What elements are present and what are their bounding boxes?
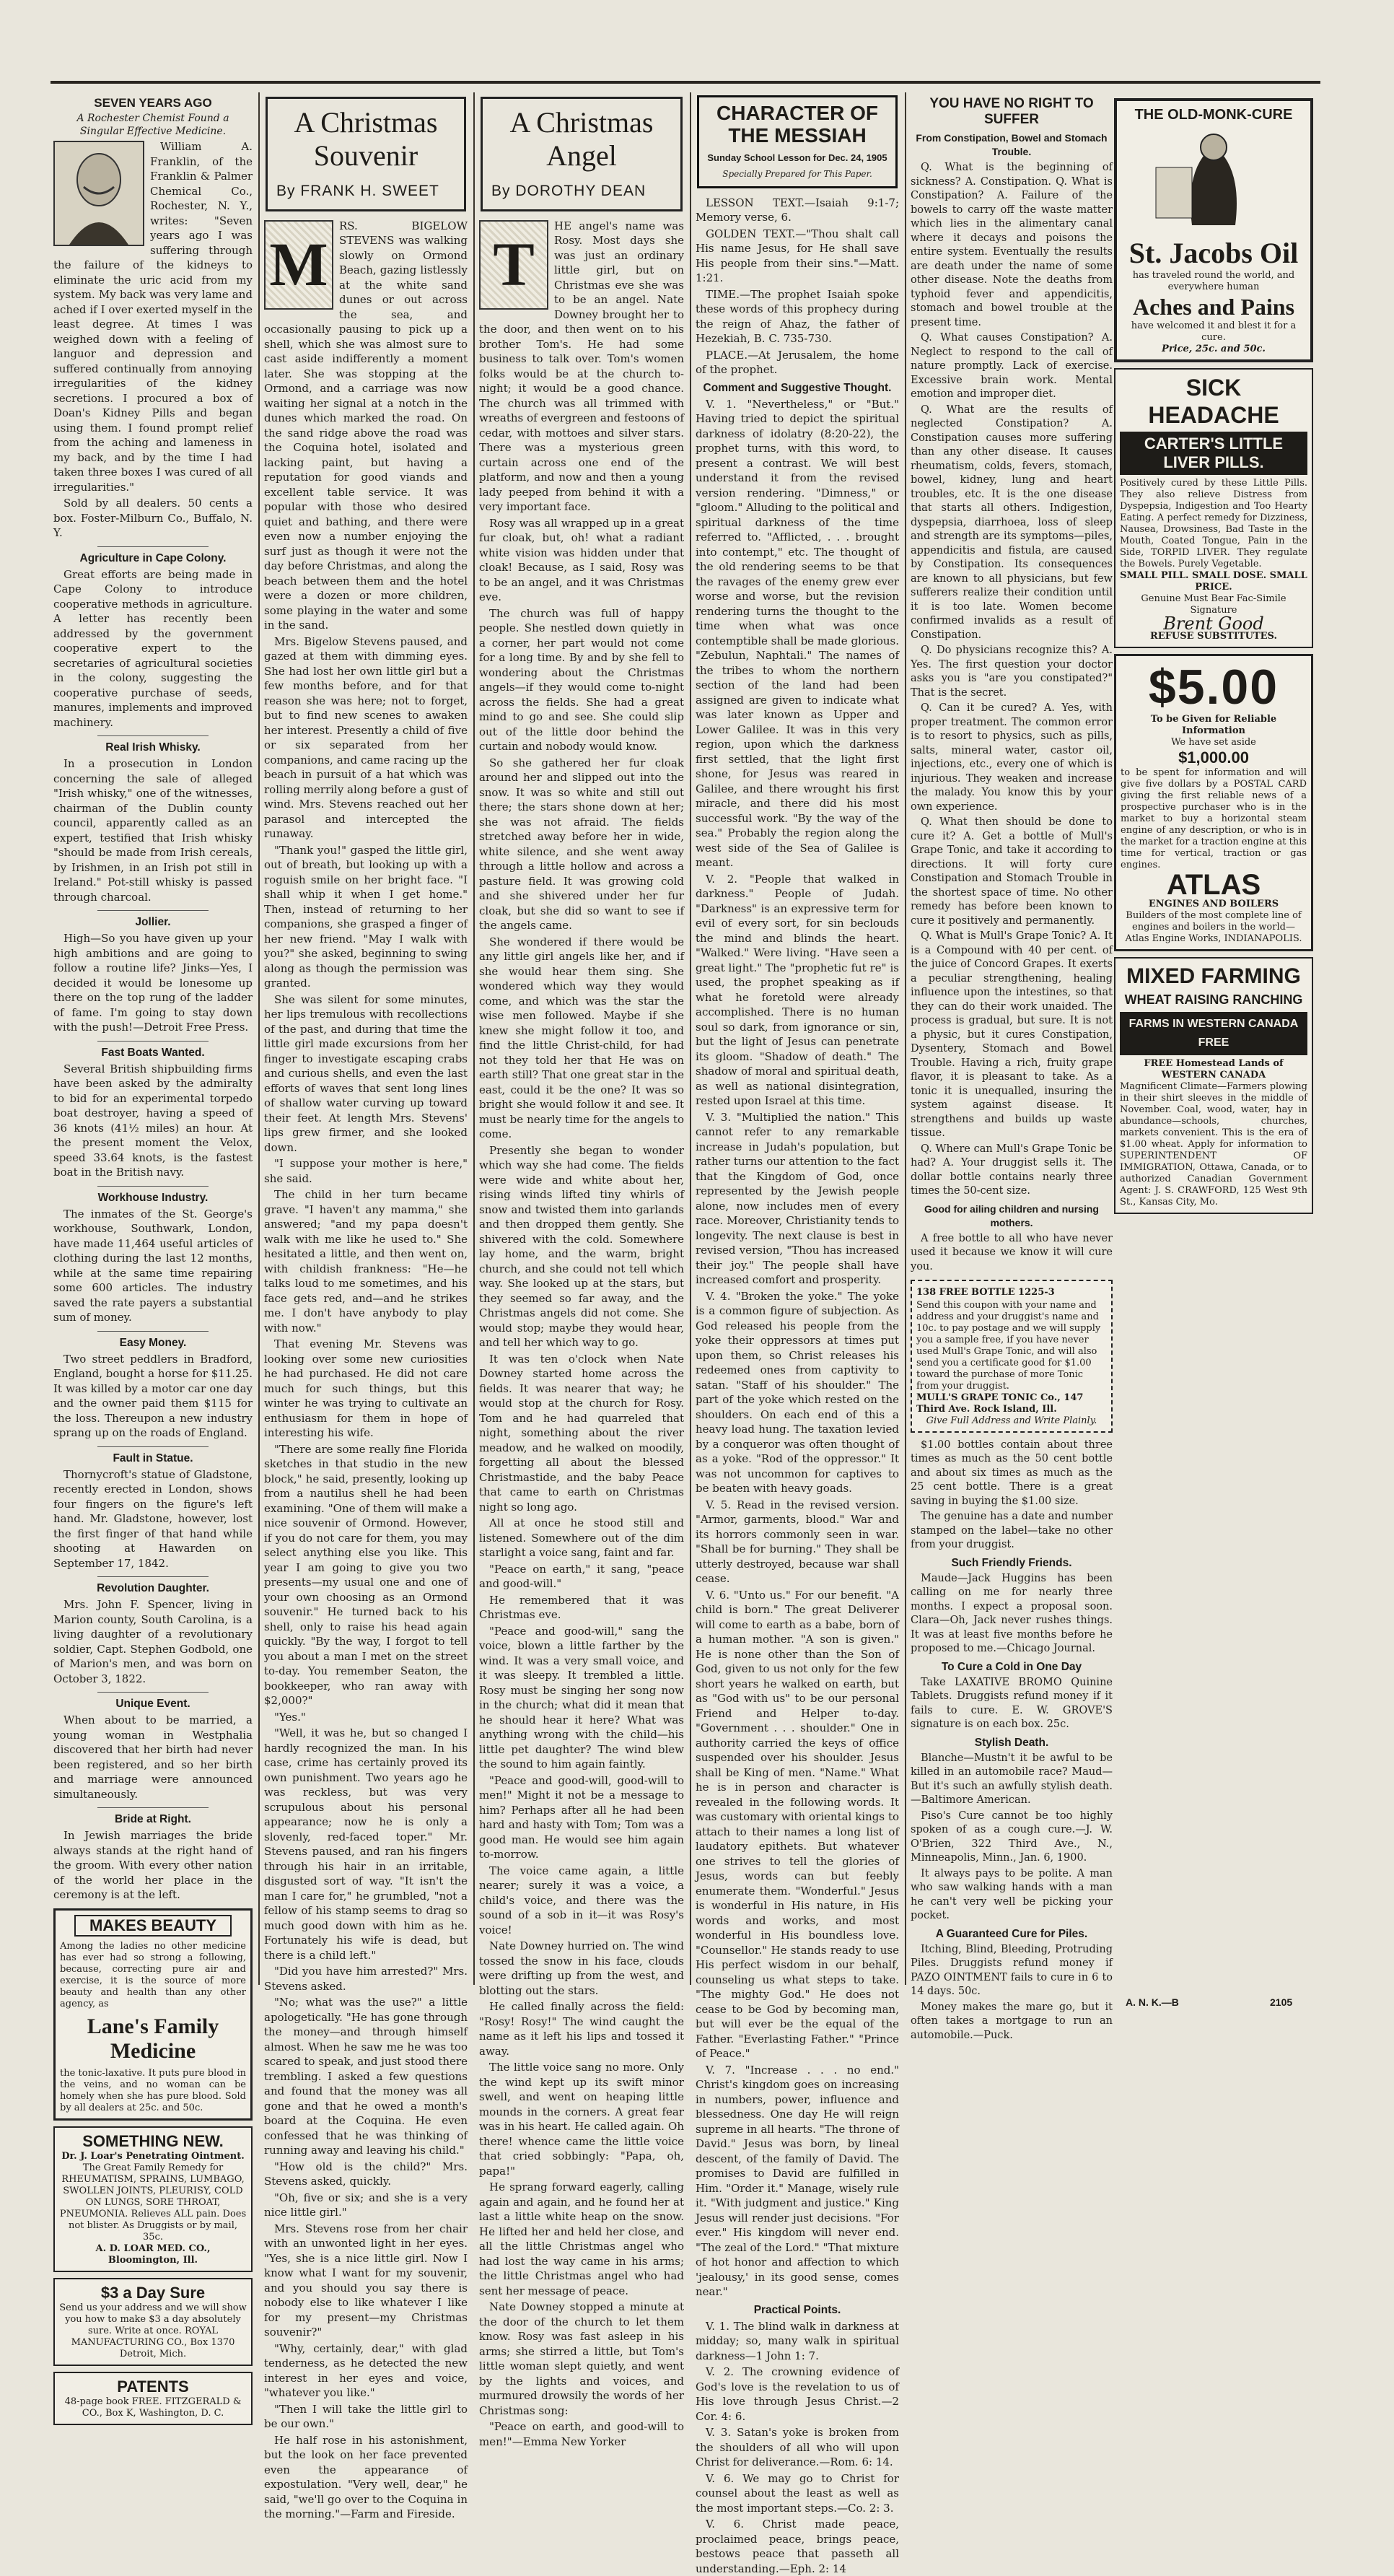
top-rule <box>51 81 1320 84</box>
lesson-title: CHARACTER OF THE MESSIAH <box>716 102 878 147</box>
article-paragraph: All at once he stood still and listened. Somewhere out of the dim starlight a voice sang, faint and far. <box>479 1516 684 1559</box>
article-paragraph: "How old is the child?" Mrs. Stevens asked, quickly. <box>264 2160 468 2188</box>
advertisement <box>53 1908 253 2121</box>
subheadline: From Constipation, Bowel and Stomach Trouble. <box>916 132 1108 157</box>
column-2 <box>264 92 468 2520</box>
ad-text: has traveled round the world, and everywhere human <box>1132 269 1295 292</box>
story-byline: By DOROTHY DEAN <box>491 183 646 199</box>
lesson-note: Specially Prepared for This Paper. <box>722 168 872 179</box>
article-paragraph: "Then I will take the little girl to be our own." <box>264 2402 468 2430</box>
article-paragraph: "Well, it was he, but so changed I hardly recognized the man. In his case, crime has certainly proved its own punishment. Two years ago he was reckless, but was very scrupulous about his personal appearance; now he is only a slovenly, red-faced toper." Mr. Stevens paused, and ran his fingers through his hair in an irritable, disgusted sort of way. "It isn't the man I care for," he grumbled, "not a fellow of his stamp seems to drag so much good down with him as he. Fortunately his wife is dead, but there is a child left." <box>264 1726 468 1962</box>
signature: Brent Good <box>1163 613 1264 634</box>
ad-title: SICK HEADACHE <box>1148 374 1279 428</box>
article-paragraph: "No; what was the use?" a little apologetically. "He has gone through the money—and through himself almost. When he saw me he was too scared to speak, and just stood there trembling. I asked a few questions and found that the money was all gone and that he owed a month's board at the Coquina. He even confessed that he was thinking of running away and leaving his child." <box>264 1996 468 2157</box>
advertisement <box>53 2126 253 2272</box>
ad-callout: Good for ailing children and nursing mothers. <box>924 1202 1099 1228</box>
headline: SEVEN YEARS AGO <box>94 96 212 110</box>
article-paragraph: LESSON TEXT.—Isaiah 9:1-7; Memory verse, 6. <box>696 196 899 224</box>
column-1 <box>53 92 253 2419</box>
ad-title: MIXED FARMING <box>1126 964 1301 988</box>
coupon-title: 138 FREE BOTTLE 1225-3 <box>916 1287 1055 1298</box>
ad-text: Among the ladies no other medicine has ever had so strong a following, because, correcting pure air and exercise, it is the source of more beauty and health than any other agency, as <box>60 1940 246 2009</box>
article-paragraph: V. 4. "Broken the yoke." The yoke is a common figure of subjection. As God released his people from the yoke their oppressors at times put upon them, so Christ releases his redeemed ones from captivity to satan. "Staff of his shoulder." The part of the yoke which rested on the shoulders. On each end of this a heavy load hung. The taxation levied by a conqueror was often thought of as a yoke. "Rod of the oppressor." It was not uncommon for captives to be beaten with heavy goads. <box>696 1289 899 1495</box>
article-paragraph: "Peace and good-will, good-will to men!" Might it not be a message to him? Perhaps after all he had been hard and hasty with Tom; Tom was a good man. He would see him again to-morrow. <box>479 1773 684 1861</box>
ad-headline: Aches and Pains <box>1132 293 1295 320</box>
divider <box>97 1807 209 1808</box>
headline: Fast Boats Wanted. <box>101 1046 205 1059</box>
ad-price-headline: $5.00 <box>1148 660 1279 715</box>
article-paragraph: Two street peddlers in Bradford, England, bought a horse for $11.25. It was killed by a motor car one day and the owner paid them $115 for the loss. Thereupon a new industry sprang up on the roads of England. <box>53 1352 253 1439</box>
article-paragraph: "There are some really fine Florida sketches in that studio in the new block," he said, presently, looking up from a nautilus shell he had been examining. "One of them will make a nice souvenir of Ormond. However, if you do not care for them, you may select anything else you like. This year I am going to give you two presents—my usual one and one of your own choosing as an Ormond souvenir." He turned back to his shell, only to raise his head again quickly. "By the way, I forgot to tell you about a man I met on the street to-day. You remember Seaton, the bookkeeper, who ran away with $2,000?" <box>264 1442 468 1707</box>
article-paragraph: "Yes." <box>274 1710 306 1724</box>
article-paragraph: He sprang forward eagerly, calling again and again, and he found her at last a little white heap on the snow. He lifted her and held her close, and all the little Christmas angel who had lost the way came in his arms; the little Christmas angel who had sent her message of peace. <box>479 2180 684 2297</box>
article-paragraph: Q. What is the beginning of sickness? A. Constipation. Q. What is Constipation? A. Failure of the bowels to carry off the waste matter which lies in the alimentary canal where it decays and poisons the entire system. Eventually the results are death under the name of some other disease. Note the deaths from typhoid fever and appendicitis, stomach and bowel trouble at the present time. <box>911 162 1113 328</box>
article-paragraph: $1.00 bottles contain about three times as much as the 50 cent bottle and about six times as much as the 25 cent bottle. There is a great saving in buying the $1.00 size. <box>911 1438 1113 1507</box>
divider <box>97 735 209 736</box>
article-paragraph: "Peace and good-will," sang the voice, blown a little farther by the wind. It was a very small voice, and it was sleepy. It trembled a little. Rosy must be singing her song now in the church; what did it mean that he should hear it here? What was anything wrong with the child—his little pet daughter? The wind blew the sound to him again faintly. <box>479 1624 684 1771</box>
article-paragraph: V. 7. "Increase . . . no end." Christ's kingdom goes on increasing in numbers, power, influence and blessedness. One day He will reign supreme in all hearts. "The throne of David." Jesus was born, by lineal descent, of the family of David. The promises to David are fulfilled in Him. "Order it." Manage, wisely rule it. "With judgment and justice." King Jesus will render just decisions. "For ever." His kingdom will never end. "The zeal of the Lord." "That mixture of hot honor and affection to which 'jealousy,' in its good sense, comes near." <box>696 2063 899 2298</box>
headline: Bride at Right. <box>115 1813 191 1825</box>
article-paragraph: Mrs. John F. Spencer, living in Marion county, South Carolina, is a living daughter of a revolutionary soldier, Capt. Stephen Godbold, one of Marion's men, and was born on October 3, 1822. <box>53 1598 253 1685</box>
advertisement <box>1114 98 1313 362</box>
article-paragraph: "I suppose your mother is here," she said. <box>264 1157 468 1185</box>
ad-text: Magnificent Climate—Farmers plowing in their shirt sleeves in the middle of November. Coal, wood, water, hay in abundance—schools, churches, markets convenient. This is the era of $1.00 wheat. Apply for information to SUPERINTENDENT OF IMMIGRATION, Ottawa, Canada, or to authorized Canadian Government Agent: J. S. CRAWFORD, 125 West 9th St., Kansas City, Mo. <box>1120 1081 1307 1208</box>
divider <box>97 1041 209 1042</box>
portrait-illustration <box>53 141 144 246</box>
advertisement <box>53 2278 253 2366</box>
ad-text: Genuine Must Bear Fac-Simile Signature <box>1141 593 1286 616</box>
ad-title: MAKES BEAUTY <box>74 1915 232 1937</box>
story-title-box <box>481 97 683 211</box>
ad-product-name: St. Jacobs Oil <box>1128 236 1299 269</box>
article-paragraph: RS. BIGELOW STEVENS was walking slowly on Ormond Beach, gazing listlessly at the white sand dunes or out across the sea, and occasionally pausing to pick up a shell, which she was almost sure to cast aside indifferently a moment later. She was stopping at the Ormond, and a carriage was now waiting her signal at a notch in the dunes which marked the road. On the sand ridge above the road was the Coquina hotel, isolated and lacking paint, but having a reputation for good viands and excellent table service. It was popular with those who desired quiet and bathing, and there were even now a number enjoying the surf just as though it were not the day before Christmas, and along the beach between them and the hotel were a dozen or more children, some playing in the water and some in the sand. <box>264 219 468 632</box>
ad-subtitle: WHEAT RAISING RANCHING <box>1124 992 1303 1007</box>
ad-text: Builders of the most complete line of engines and boilers in the world—Atlas Engine Works, INDIANAPOLIS. <box>1125 910 1302 944</box>
article-paragraph: GOLDEN TEXT.—"Thou shalt call His name Jesus, for He shall save His people from their sins."—Matt. 1:21. <box>696 227 899 284</box>
article-paragraph: Presently she began to wonder which way she had come. The fields were wide and white about her, rising winds lifted tiny whirls of snow and twisted them into garlands and then dropped them gently. She shivered with the cold. Somewhere lay home, and the warm, bright church, and she could not tell which way. She looked up at the stars, but they seemed so far away, and the Christmas angels did not come. She would stop; maybe they would hear, and tell her which way to go. <box>479 1143 684 1349</box>
ad-text: to be spent for information and will give five dollars by a POSTAL CARD giving the first reliable news of a prospective purchaser who is in the market to buy a horizontal steam engine of any description, or who is in the market for a traction engine at this time for vertical, traction or gas engines. <box>1121 767 1307 870</box>
ad-text: Positively cured by these Little Pills. They also relieve Distress from Dyspepsia, Indigestion and Too Hearty Eating. A perfect remedy for Dizziness, Nausea, Drowsiness, Bad Taste in the Mouth, Coated Tongue, Pain in the Side, TORPID LIVER. They regulate the Bowels. Purely Vegetable. <box>1120 477 1307 569</box>
divider <box>97 910 209 911</box>
article-paragraph: "Thank you!" gasped the little girl, out of breath, but looking up with a roguish smile on her bright face. "I shall whip it when I get home." Then, instead of returning to her companions, she grasped a finger of her new friend. "May I walk with you?" she asked, beginning to swing along as though the permission was granted. <box>264 843 468 990</box>
article-paragraph: The church was full of happy people. She nestled down quietly in a corner, her part would not come for a long time. By and by she fell to wondering about the Christmas angels—if they would come to-night across the fields. She had a great mind to go and see. She could slip out of the little door behind the curtain and nobody would know. <box>479 606 684 753</box>
ad-company: A. D. LOAR MED. CO., Bloomington, Ill. <box>95 2243 211 2266</box>
headline: Agriculture in Cape Colony. <box>79 551 227 564</box>
article-paragraph: The inmates of the St. George's workhouse, Southwark, London, have made 11,464 useful articles of clothing during the last 12 months, while at the same time repairing some 600 articles. The industry saved the rate payers a substantial sum of money. <box>53 1207 253 1324</box>
article-paragraph: V. 6. Christ made peace, proclaimed peace, brings peace, bestows peace that passeth all understanding.—Eph. 2: 14 <box>696 2518 899 2575</box>
advertisement <box>1114 654 1313 951</box>
headline: Jollier. <box>135 916 171 928</box>
story-byline: By FRANK H. SWEET <box>276 183 439 199</box>
headline: To Cure a Cold in One Day <box>941 1660 1082 1673</box>
ad-text: Send us your address and we will show you how to make $3 a day absolutely sure. Write at once. ROYAL MANUFACTURING CO., Box 1370 Detroit, Mich. <box>59 2302 247 2359</box>
article-paragraph: It always pays to be polite. A man who saw walking hands with a man he can't very well be picking your pocket. <box>911 1867 1113 1921</box>
monk-illustration <box>1127 124 1300 232</box>
article-paragraph: She was silent for some minutes, her lips tremulous with recollections of the past, and during that time the little girl made excursions from her finger to investigate escaping crabs and curious shells, and even the last efforts of waves that sent long lines of shallow water curving up toward their feet. At length Mrs. Stevens' lips grew firmer, and she looked down. <box>264 992 468 1154</box>
coupon-note: Give Full Address and Write Plainly. <box>926 1415 1097 1426</box>
story-title: A Christmas Angel <box>509 106 654 172</box>
ad-text: REFUSE SUBSTITUTES. <box>1149 631 1277 642</box>
story-title-box <box>266 97 466 211</box>
lesson-subtitle: Sunday School Lesson for Dec. 24, 1905 <box>707 152 887 163</box>
headline: Fault in Statue. <box>113 1451 193 1464</box>
article-paragraph: She wondered if there would be any little girl angels like her, and if she would hear them sing. She wondered which way they would come, and which was the star the wise men followed. Maybe if she knew she might follow it too, and find the little Christ-child, for had not they told her that He was on earth still? That one great star in the east, could it be the one? It was so bright she would follow it and see. It must be nearly time for the angels to come. <box>479 935 684 1140</box>
article-paragraph: Nate Downey stopped a minute at the door of the church to let them know. Rosy was fast asleep in his arms; she stirred a little, but Tom's little woman slept quietly, and went by the lights and voices, and murmured drowsily the words of her Christmas song: <box>479 2300 684 2417</box>
article-paragraph: He half rose in his astonishment, but the look on her face prevented even the appearance of expostulation. "Very well, dear," he said, "we'll go over to the Coquina in the morning."—Farm and Fireside. <box>264 2433 468 2520</box>
article-paragraph: In Jewish marriages the bride always stands at the right hand of the groom. With every other nation of the world her place in the ceremony is at the left. <box>53 1829 253 1901</box>
headline: YOU HAVE NO RIGHT TO SUFFER <box>929 96 1094 127</box>
headline: Comment and Suggestive Thought. <box>703 381 892 394</box>
article-paragraph: V. 3. Satan's yoke is broken from the shoulders of all who will upon Christ for deliverance.—Rom. 6: 14. <box>696 2426 899 2468</box>
article-paragraph: V. 6. We may go to Christ for counsel about the least as well as the most important steps.—Co. 2: 3. <box>696 2471 899 2515</box>
article-paragraph: Q. Can it be cured? A. Yes, with proper treatment. The common error is to resort to physics, such as pills, salts, mineral water, castor oil, injections, etc., every one of which is injurious. They weaken and increase the malady. You know this by your own experience. <box>911 702 1113 813</box>
coupon-company: MULL'S GRAPE TONIC Co., 147 Third Ave. Rock Island, Ill. <box>916 1392 1084 1415</box>
divider <box>97 1331 209 1332</box>
article-paragraph: William A. Franklin, of the Franklin & Palmer Chemical Co., Rochester, N. Y., writes: "Seven years ago I was suffering through the failure of the kidneys to eliminate the uric acid from my system. My back was very lame and ached if I over exerted myself in the least degree. At times I was weighed down with a feeling of languor and depression and suffered continually from annoying irregularities of the kidney secretions. I procured a box of Doan's Kidney Pills and began using them. I found prompt relief from the aching and lameness in my back, and by the time I had taken three boxes I was cured of all irregularities." <box>53 140 253 494</box>
ad-subtitle: Dr. J. Loar's Penetrating Ointment. <box>61 2150 245 2162</box>
article-paragraph: Piso's Cure cannot be too highly spoken of as a cough cure.—J. W. O'Brien, 322 Third Ave., N., Minneapolis, Minn., Jan. 6, 1900. <box>911 1809 1113 1864</box>
folio-right: 2105 <box>1270 1996 1293 2008</box>
ad-brand: CARTER'S LITTLE LIVER PILLS. <box>1120 432 1307 475</box>
ad-product-name: Lane's Family Medicine <box>87 2014 219 2063</box>
column-3 <box>479 92 684 2448</box>
article-paragraph: Q. What causes Constipation? A. Neglect to respond to the call of nature promptly. Lack of exercise. Excessive brain work. Mental emotion and improper diet. <box>911 332 1113 400</box>
column-6 <box>1114 92 1313 1985</box>
coupon-text: Send this coupon with your name and address and your druggist's name and 10c. to pay postage and we will supply you a sample free, if you have never used Mull's Grape Tonic, and will also send you a certificate good for $1.00 toward the purchase of more Tonic from your druggist. <box>916 1299 1101 1392</box>
article-paragraph: It was ten o'clock when Nate Downey started home across the fields. It was nearer that way; he would stop at the church for Rosy. Tom and he had quarreled that night, something about the river meadow, and he walked on moodily, forgetting all about the blessed Christmastide, and the baby Peace that came to earth on Christmas night so long ago. <box>479 1352 684 1514</box>
ad-slogan: SMALL PILL. SMALL DOSE. SMALL PRICE. <box>1120 569 1307 593</box>
ad-text: 48-page book FREE. FITZGERALD & CO., Box K, Washington, D. C. <box>64 2396 242 2419</box>
headline: Revolution Daughter. <box>97 1582 209 1594</box>
ad-subtitle: ENGINES AND BOILERS <box>1148 899 1279 909</box>
article-paragraph: Blanche—Mustn't it be awful to be killed in an automobile race? Maud—But it's such an awfully stylish death.—Baltimore American. <box>911 1752 1113 1806</box>
article-paragraph: Mrs. Stevens rose from her chair with an unwonted light in her eyes. "Yes, she is a nice little girl. Now I know what I want for my souvenir, and you should you say there is nobody else to like whatever I like for my present—my Christmas souvenir?" <box>264 2222 468 2339</box>
headline: Stylish Death. <box>974 1736 1049 1749</box>
advertisement <box>1114 957 1313 1214</box>
article-paragraph: TIME.—The prophet Isaiah spoke these words of this prophecy during the reign of Ahaz, the father of Hezekiah, B. C. 735-730. <box>696 287 899 345</box>
article-paragraph: When about to be married, a young woman in Westphalia discovered that her birth had never been registered, and so her birth and marriage were announced simultaneously. <box>53 1713 253 1801</box>
article-paragraph: V. 5. Read in the revised version. "Armor, garments, blood." War and its horrors commonly seen in war. "Shall be for burning." They shall be utterly destroyed, because war shall cease. <box>696 1498 899 1585</box>
article-paragraph: "Peace on earth, and good-will to men!"—Emma New Yorker <box>479 2420 684 2448</box>
article-paragraph: Thornycroft's statue of Gladstone, recently erected in London, shows four fingers on the figure's left hand. Mr. Gladstone, however, lost the first finger of that hand while shooting at Hawarden on September 17, 1842. <box>53 1467 253 1570</box>
article-paragraph: Several British shipbuilding firms have been asked by the admiralty to bid for an experimental torpedo boat destroyer, having a speed of 36 knots (41½ miles) an hour. At the present moment the Velox, speed 33.64 knots, is the fastest boat in the British navy. <box>53 1062 253 1179</box>
article-paragraph: Q. What then should be done to cure it? A. Get a bottle of Mull's Grape Tonic, and take it according to directions. It will forty cure Constipation and Stomach Trouble in the shortest space of time. No other remedy has before been known to cure it positively and permanently. <box>911 816 1113 927</box>
article-paragraph: V. 6. "Unto us." For our benefit. "A child is born." The great Deliverer will come to earth as a babe, born of a human mother. "A son is given." He is none other than the Son of God, given to us not only for the few short years he walked on earth, but as "God with us" to be our personal Friend and Helper to-day. "Government . . . shoulder." One in authority carried the keys of office suspended over his shoulder. Jesus shall be King of men. "Name." What he is in person and character is revealed in the following words. It was customary with oriental kings to attach to their names a long list of laudatory epithets. But whatever one strives to tell the glories of Jesus, words can but feebly enumerate them. "Wonderful." Jesus is wonderful in His nature, in His words and works, and most wonderful in His boundless love. "Counsellor." He stands ready to use His perfect wisdom in our behalf, counseling us what steps to take. "The mighty God." He does not cease to be God by becoming man, but will ever be the equal of the Father. "Everlasting Father." "Prince of Peace." <box>696 1588 899 2060</box>
article-paragraph: Maude—Jack Huggins has been calling on me for nearly three months. I expect a proposal soon. Clara—Oh, Jack never rushes things. It was at least five months before he proposed to me.—Chicago Journal. <box>911 1572 1113 1654</box>
headline: Real Irish Whisky. <box>105 741 201 754</box>
advertisement <box>53 2372 253 2425</box>
article-paragraph: V. 3. "Multiplied the nation." This cannot refer to any remarkable increase in Judah's population, but rather turns our attention to the fact that the Kingdom of God, once represented by the Jewish people alone, now includes men of every race. Moreover, Christianity tends to longevity. The next clause is best in revised version, "Thou has increased their joy." The people shall have increased comfort and prosperity. <box>696 1110 899 1286</box>
headline: Such Friendly Friends. <box>951 1556 1072 1569</box>
article-paragraph: In a prosecution in London concerning the sale of alleged "Irish whisky," one of the witnesses, chairman of the Dublin county council, apparently called as an expert, testified that Irish whisky "should be made from Irish cereals, by Irishmen, in an Irish pot still in Ireland." Pot-still whisky is passed through charcoal. <box>53 757 253 904</box>
article-paragraph: Itching, Blind, Bleeding, Protruding Piles. Druggists refund money if PAZO OINTMENT fails to cure in 6 to 14 days. 50c. <box>911 1943 1113 1997</box>
column-rule <box>258 92 260 1985</box>
column-4 <box>696 92 899 2575</box>
divider <box>97 1692 209 1693</box>
ad-text: The Great Family Remedy for RHEUMATISM, SPRAINS, LUMBAGO, SWOLLEN JOINTS, PLEURISY, COLD ON LUNGS, SORE THROAT, PNEUMONIA. Relieves ALL pain. Does not blister. As Druggists or by mail, 35c. <box>59 2162 247 2243</box>
article-paragraph: The child in her turn became grave. "I haven't any mamma," she answered; "and my papa doesn't walk with me like he used to." She hesitated a little, and then went on, with childish frankness: "He—he talks loud to me sometimes, and his face gets red, and—and he strikes me. I don't have anybody to play with now." <box>264 1188 468 1335</box>
article-paragraph: So she gathered her fur cloak around her and slipped out into the snow. It was so white and still out there; the stars shone down at her; she was not afraid. The fields stretched away before her in wide, white silence, and she went away through a little hollow and across a pasture field. It was growing cold and she shivered under her fur cloak, but she did so want to see if the angels came. <box>479 756 684 932</box>
subheadline: A Rochester Chemist Found a Singular Effective Medicine. <box>76 113 229 137</box>
headline: Unique Event. <box>115 1698 190 1710</box>
ad-amount: $1,000.00 <box>1178 748 1249 767</box>
headline: A Guaranteed Cure for Piles. <box>935 1927 1088 1940</box>
ad-product-name: ATLAS <box>1166 869 1261 901</box>
lesson-title-box <box>697 95 898 188</box>
article-paragraph: V. 2. "People that walked in darkness." People of Judah. "Darkness" is an expressive term for evil of every sort, for sin beclouds the mind and blinds the heart. "Walked." Were living. "Have seen a great light." The "prophetic fut re" is used, the prophet speaking as if what he foretold were already accomplished. There is no human soul so dark, from ignorance or sin, but the light of Jesus can penetrate its gloom. "Shadow of death." The shadow of moral and spiritual death, as well as national disintegration, rested upon Israel at this time. <box>696 872 899 1107</box>
ad-text: have welcomed it and blest it for a cure. <box>1131 320 1297 343</box>
advertisement <box>1114 368 1313 649</box>
ad-text: To be Given for Reliable Information <box>1150 714 1277 736</box>
headline: Easy Money. <box>119 1336 187 1349</box>
article-paragraph: Great efforts are being made in Cape Colony to introduce cooperative methods in agriculture. A letter has recently been addressed by the government cooperative expert to the secretaries of agricultural societies in the colony, suggesting the cooperative purchase of seeds, manures, implements and improved machinery. <box>53 567 253 729</box>
article-paragraph: High—So you have given up your high ambitions and are going to follow a routine life? Jinks—Yes, I decided it would be lonesome up there on the top rung of the ladder of fame. I'm going to stay down with the push!—Detroit Free Press. <box>53 932 253 1034</box>
article-paragraph: The genuine has a date and number stamped on the label—take no other from your druggist. <box>911 1511 1113 1550</box>
article-paragraph: "Peace on earth," it sang, "peace and good-will." <box>479 1562 684 1590</box>
headline: Workhouse Industry. <box>97 1191 209 1204</box>
article-paragraph: "Did you have him arrested?" Mrs. Stevens asked. <box>264 1965 468 1993</box>
article-paragraph: Sold by all dealers. 50 cents a box. Foster-Milburn Co., Buffalo, N. Y. <box>53 497 253 539</box>
article-paragraph: HE angel's name was Rosy. Most days she was just an ordinary little girl, but on Christmas eve she was to be an angel. Nate Downey brought her to the door, and then went on to his brother Tom's. He had some business to talk over. Tom's women folks would be at the church to-night; it would be a good chance. The church was all trimmed with wreaths of evergreen and festoons of cedar, with mottoes and silver stars. There was a mysterious green curtain across one end of the platform, and now and then a young lady peeped from behind it with a very important face. <box>479 219 684 513</box>
article-paragraph: PLACE.—At Jerusalem, the home of the prophet. <box>696 348 899 376</box>
ad-title: SOMETHING NEW. <box>82 2131 224 2150</box>
article-paragraph: Q. Where can Mull's Grape Tonic be had? A. Your druggist sells it. The dollar bottle contains nearly three times the 50-cent size. <box>911 1143 1113 1197</box>
article-paragraph: V. 1. The blind walk in darkness at midday; so, many walk in spiritual darkness—1 John 1: 7. <box>696 2319 899 2362</box>
article-paragraph: The little voice sang no more. Only the wind kept up its swift minor swell, and went on heaping little mounds in the corners. A great fear was in his heart. He called again. Oh there! whence came the little voice that cried sobbingly: "Papa, oh, papa!" <box>479 2061 684 2178</box>
headline: Practical Points. <box>753 2303 841 2316</box>
drop-cap-illustration: M <box>264 220 333 310</box>
ad-title: $3 a Day Sure <box>100 2283 206 2302</box>
article-paragraph: Mrs. Bigelow Stevens paused, and gazed at them with dimming eyes. She had lost her own little girl but a few months before, and for that reason she was here; not to forget, but to find new scenes to awaken her interest. Presently a child of five or six separated from her companions, and came racing up the beach in pursuit of a hat which was rolling merrily along before a gust of wind. Mrs. Stevens reached out her parasol and intercepted the runaway. <box>264 634 468 840</box>
ad-map-label: FARMS IN WESTERN CANADA FREE <box>1120 1012 1307 1055</box>
article-paragraph: Money makes the mare go, but it often takes a mortgage to run an automobile.—Puck. <box>911 2001 1113 2041</box>
folio-left: A. N. K.—B <box>1126 1996 1179 2008</box>
ad-title: PATENTS <box>117 2377 189 2396</box>
article-paragraph: Nate Downey hurried on. The wind tossed the snow in his face, clouds were drifting up from the west, and blotting out the stars. <box>479 1939 684 1997</box>
column-rule <box>690 92 691 1985</box>
article-paragraph: A free bottle to all who have never used it because we know it will cure you. <box>911 1232 1113 1272</box>
article-paragraph: That evening Mr. Stevens was looking over some new curiosities he had purchased. He did not care much for such things, but this winter he was trying to cultivate an enthusiasm for them in hope of interesting his wife. <box>264 1337 468 1439</box>
column-rule <box>905 92 906 1985</box>
ad-text: the tonic-laxative. It puts pure blood in the veins, and no woman can be homely when she has pure blood. Sold by all dealers at 25c. and 50c. <box>60 2067 246 2113</box>
ad-price: Price, 25c. and 50c. <box>1162 343 1266 354</box>
column-rule <box>473 92 475 1985</box>
article-paragraph: Q. Do physicians recognize this? A. Yes. The first question your doctor asks you is "are you constipated?" That is the secret. <box>911 645 1113 699</box>
divider <box>97 1446 209 1447</box>
divider <box>97 1186 209 1187</box>
article-paragraph: Q. What is Mull's Grape Tonic? A. It is a Compound with 40 per cent. of the juice of Concord Grapes. It exerts a peculiar strengthening, healing influence upon the intestines, so that they can do their work unaided. The process is gradual, but sure. It is not a physic, but it cures Constipation, Dysentery, Stomach and Bowel Trouble. Having a rich, fruity grape flavor, it is pleasant to take. As a tonic it is unequalled, insuring the system against disease. It strengthens and builds up waste tissue. <box>911 930 1113 1139</box>
coupon[interactable] <box>911 1280 1113 1433</box>
ad-title: THE OLD-MONK-CURE <box>1134 107 1293 123</box>
article-paragraph: "Why, certainly, dear," with glad tenderness, as he detected the new interest in her eyes and voice, "whatever you like." <box>264 2341 468 2399</box>
article-paragraph: Q. What are the results of neglected Constipation? A. Constipation causes more suffering than any other disease. It causes rheumatism, colds, fevers, stomach, bowel, kidney, lung and heart troubles, etc. It is the one disease that starts all others. Indigestion, dyspepsia, diarrhoea, loss of sleep and strength are its symptoms—piles, appendicitis and fistula, are caused by Constipation. Its consequences are known to all physicians, but few sufferers realize their condition until it is too late. Women become confirmed invalids as a result of Constipation. <box>911 403 1113 641</box>
drop-cap-illustration: T <box>479 220 548 310</box>
article-paragraph: V. 2. The crowning evidence of God's love is the revelation to us of His love through Jesus Christ.—2 Cor. 4: 6. <box>696 2365 899 2423</box>
article-paragraph: The voice came again, a little nearer; surely it was a voice, a child's voice, and there was the sound of a sob in it—it was Rosy's voice! <box>479 1864 684 1937</box>
article-paragraph: V. 1. "Nevertheless," or "But." Having tried to depict the spiritual darkness of idolatry (8:20-22), the prophet turns, with this word, to present a contrast. We will best understand it from the revised version rendering. "Dimness," or "gloom." Alluding to the political and spiritual darkness of the time referred to. "Afflicted, . . . brought into contempt," etc. The thought of the old rendering seems to be that the ravages of the enemy grew ever worse and worse, but the revision rendering turns the thought to the time when what was once contemptible shall be made glorious. "Zebulun, Naphtali." The names of the tribes to whom the northern section of the land had been assigned are given to indicate what was later known as Upper and Lower Galilee. It was in this very region, upon which the darkness first settled, that the light first shone, for Jesus was reared in Galilee, and there wrought his first miracle, and there did his most successful work. "By the way of the sea." Probably the region along the west side of the Sea of Galilee is meant. <box>696 397 899 869</box>
column-5 <box>911 92 1113 2041</box>
story-title: A Christmas Souvenir <box>294 106 438 172</box>
article-paragraph: He called finally across the field: "Rosy! Rosy!" The wind caught the name as it left his lips and tossed it away. <box>479 2000 684 2058</box>
divider <box>97 1576 209 1577</box>
article-paragraph: Rosy was all wrapped up in a great fur cloak, but, oh! what a radiant white vision was hidden under that cloak! Because, as I said, Rosy was to be an angel, and it was Christmas eve. <box>479 516 684 603</box>
article-paragraph: Take LAXATIVE BROMO Quinine Tablets. Druggists refund money if it fails to cure. E. W. GROVE'S signature is on each box. 25c. <box>911 1676 1113 1730</box>
ad-text: We have set aside <box>1171 737 1256 748</box>
article-paragraph: He remembered that it was Christmas eve. <box>479 1593 684 1621</box>
article-paragraph: "Oh, five or six; and she is a very nice little girl." <box>264 2191 468 2219</box>
ad-text: FREE Homestead Lands of WESTERN CANADA <box>1144 1058 1284 1080</box>
divider <box>97 546 209 547</box>
